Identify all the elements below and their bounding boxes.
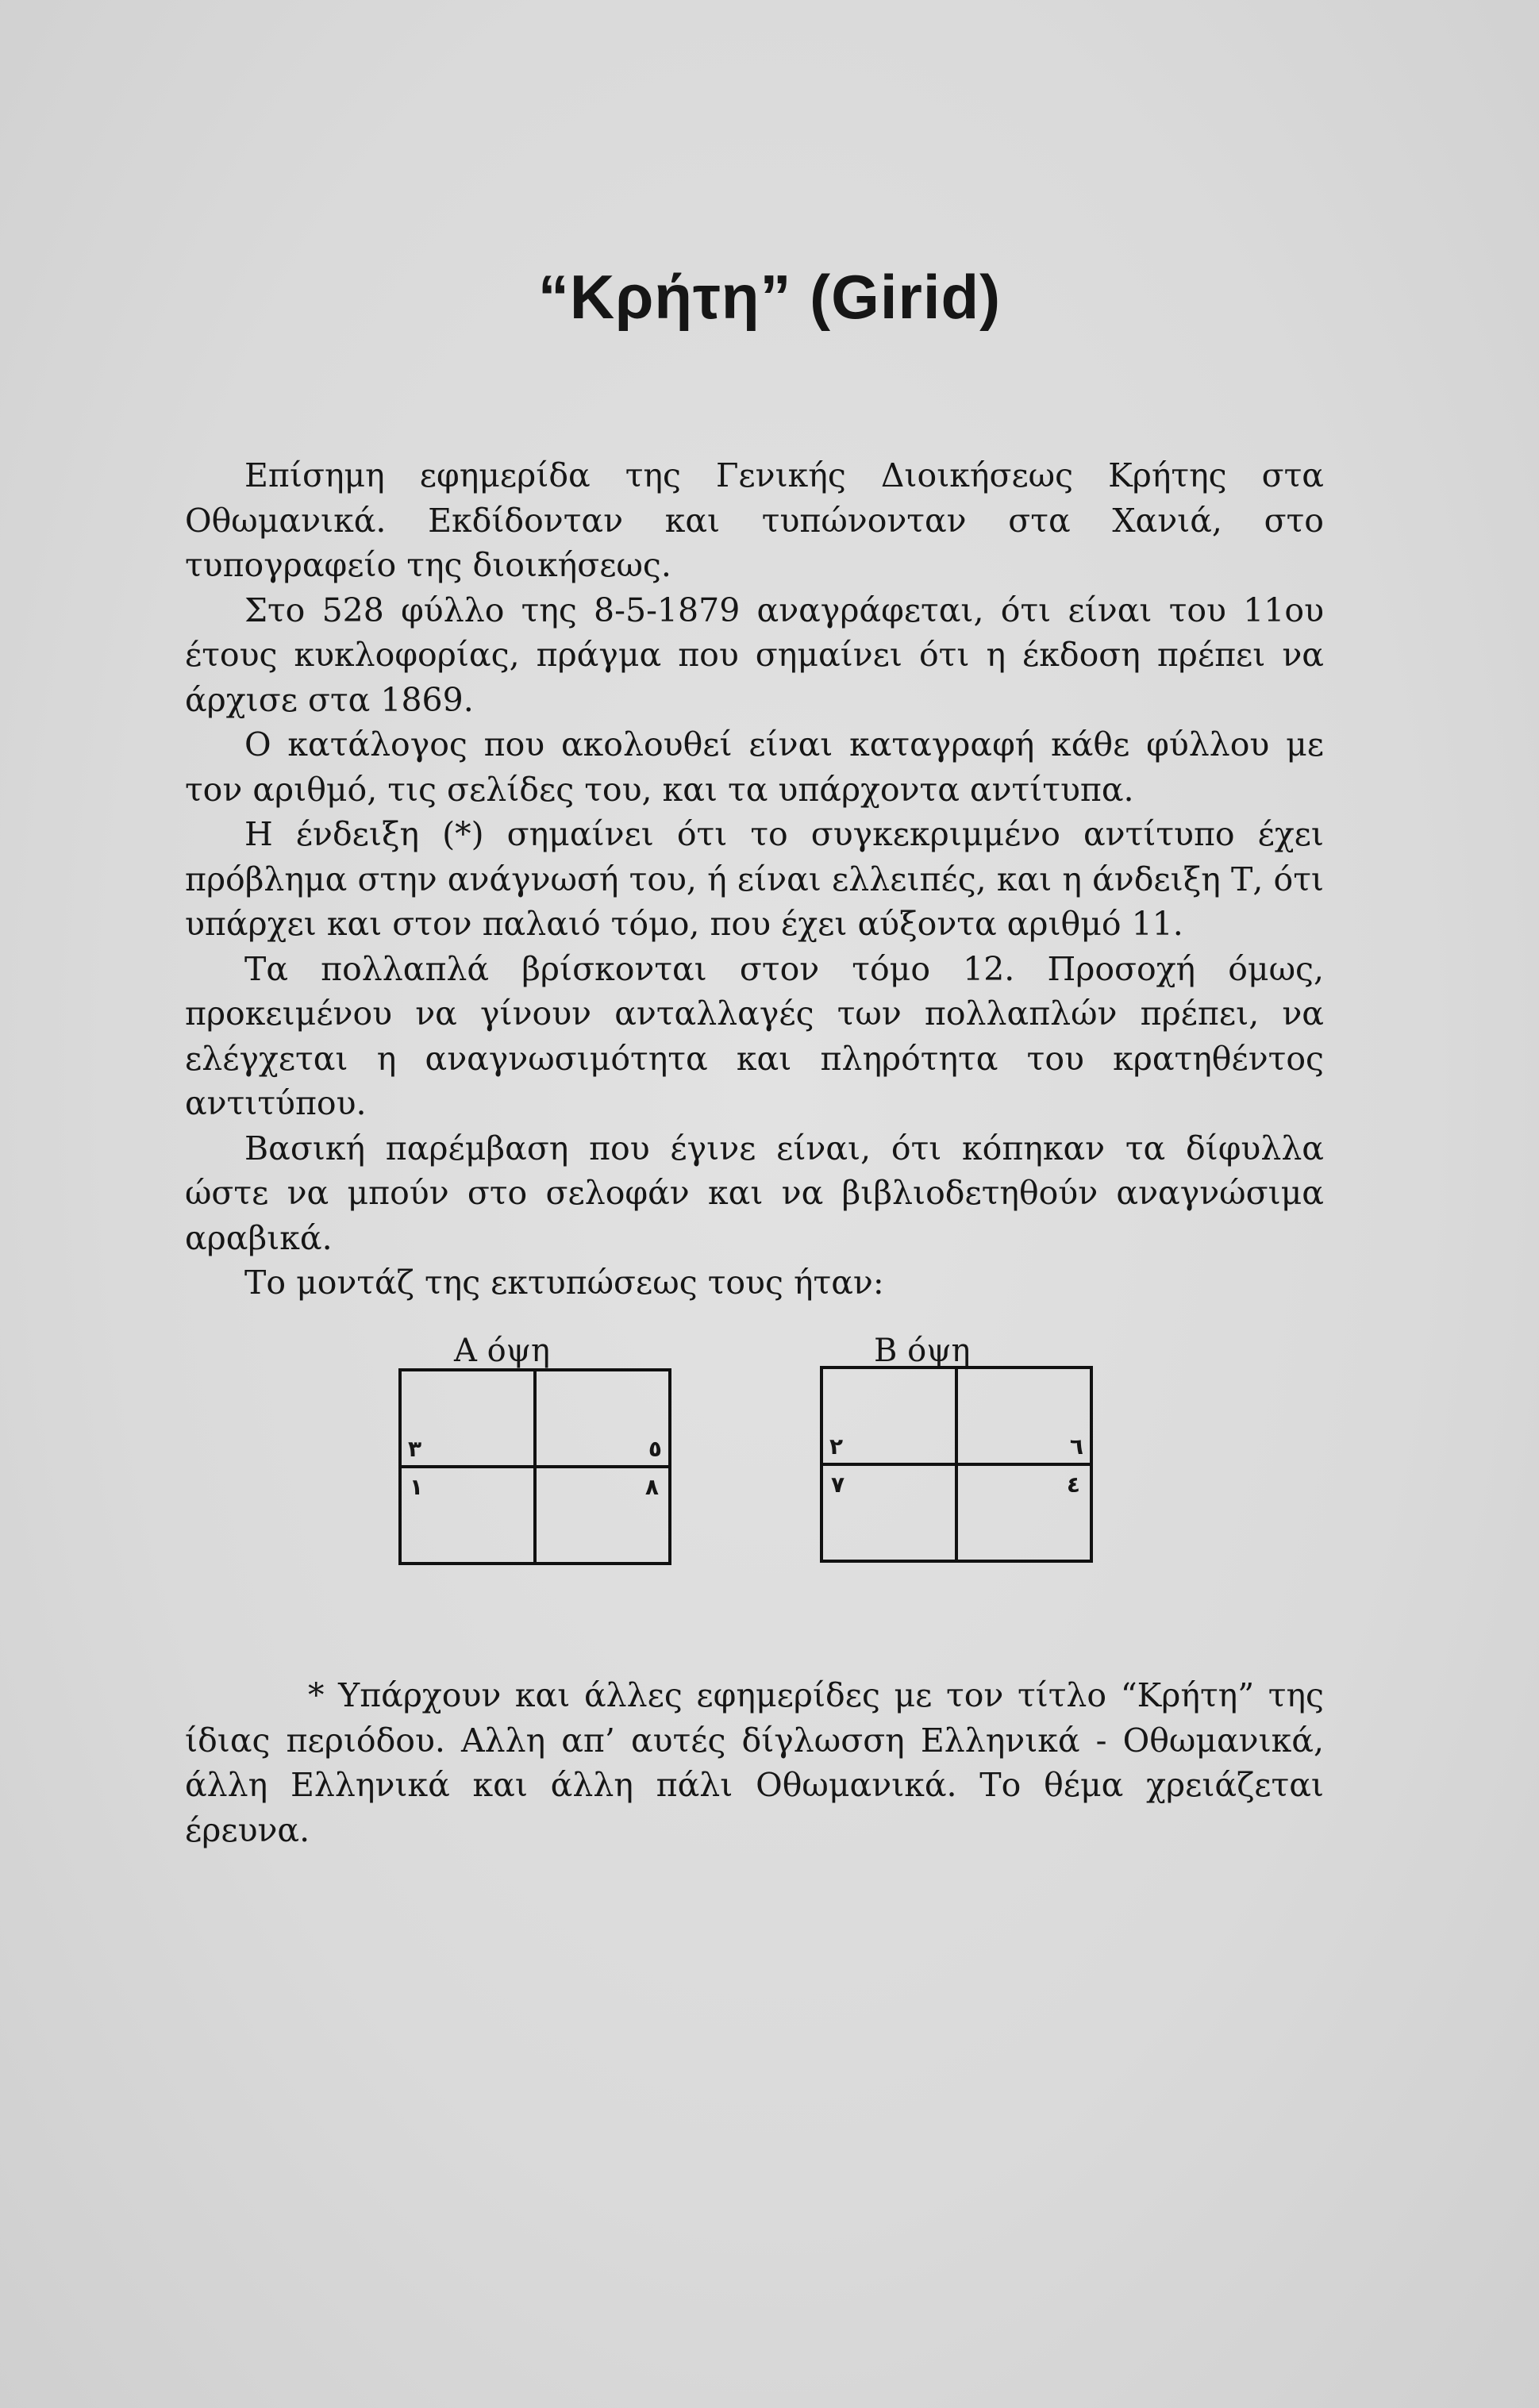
paragraph-6: Βασική παρέμβαση που έγινε είναι, ότι κόπηκαν τα δίφυλλα ώστε να μπούν στο σελοφάν και να βιβλιοδετηθούν αναγνώσιμα αραβικά. xyxy=(185,1129,1324,1257)
diagram-a-top-left-numeral: ٣ xyxy=(408,1436,422,1462)
diagram-a-top-right-numeral: ٥ xyxy=(648,1436,662,1462)
grid-divider-horizontal xyxy=(402,1465,668,1468)
paragraph-7: Το μοντάζ της εκτυπώσεως τους ήταν: xyxy=(244,1264,884,1302)
footnote xyxy=(185,1673,1324,1852)
paragraph-1: Επίσημη εφημερίδα της Γενικής Διοικήσεως Κρήτης στα Οθωμανικά. Εκδίδονταν και τυπώνονταν στα Χανιά, στο τυπογραφείο της διοικήσεως. xyxy=(185,456,1324,584)
diagram-a-grid xyxy=(398,1368,671,1565)
diagram-b-grid xyxy=(820,1366,1093,1563)
page-title: “Κρήτη” (Girid) xyxy=(537,262,1002,332)
diagram-b-top-right-numeral: ٦ xyxy=(1069,1433,1083,1460)
diagram-a-label: Α όψη xyxy=(454,1333,551,1369)
paragraph-5: Τα πολλαπλά βρίσκονται στον τόμο 12. Προσοχή όμως, προκειμένου να γίνουν ανταλλαγές των πολλαπλών πρέπει, να ελέγχεται η αναγνωσιμότητα και πληρότητα του κρατηθέντος αντιτύπου. xyxy=(185,949,1324,1122)
grid-divider-horizontal xyxy=(823,1463,1090,1466)
diagram-a-bottom-left-numeral: ١ xyxy=(410,1474,424,1500)
paragraph-2: Στο 528 φύλλο της 8-5-1879 αναγράφεται, ότι είναι του 11ου έτους κυκλοφορίας, πράγμα που σημαίνει ότι η έκδοση πρέπει να άρχισε στα 1869. xyxy=(185,590,1324,719)
paragraph-4: Η ένδειξη (*) σημαίνει ότι το συγκεκριμμένο αντίτυπο έχει πρόβλημα στην ανάγνωσή του, ή είναι ελλειπές, και η άνδειξη Τ, ότι υπάρχει και στον παλαιό τόμο, που έχει αύξοντα αριθμό 11. xyxy=(185,815,1324,943)
diagram-b-label: Β όψη xyxy=(874,1333,971,1369)
diagram-b-top-left-numeral: ٢ xyxy=(829,1433,844,1460)
body-paragraphs xyxy=(185,453,1324,1306)
diagram-a-bottom-right-numeral: ٨ xyxy=(644,1474,659,1500)
footnote-text: * Υπάρχουν και άλλες εφημερίδες με τον τίτλο “Κρήτη” της ίδιας περιόδου. Αλλη απ’ αυτές δίγλωσση Ελληνικά - Οθωμανικά, άλλη Ελληνικά και άλλη πάλι Οθωμανικά. Το θέμα χρειάζεται έρευνα. xyxy=(185,1676,1324,1849)
paragraph-3: Ο κατάλογος που ακολουθεί είναι καταγραφή κάθε φύλλου με τον αριθμό, τις σελίδες του, και τα υπάρχοντα αντίτυπα. xyxy=(185,725,1324,809)
diagram-b-bottom-left-numeral: ٧ xyxy=(831,1471,845,1498)
diagram-b-bottom-right-numeral: ٤ xyxy=(1066,1471,1080,1498)
